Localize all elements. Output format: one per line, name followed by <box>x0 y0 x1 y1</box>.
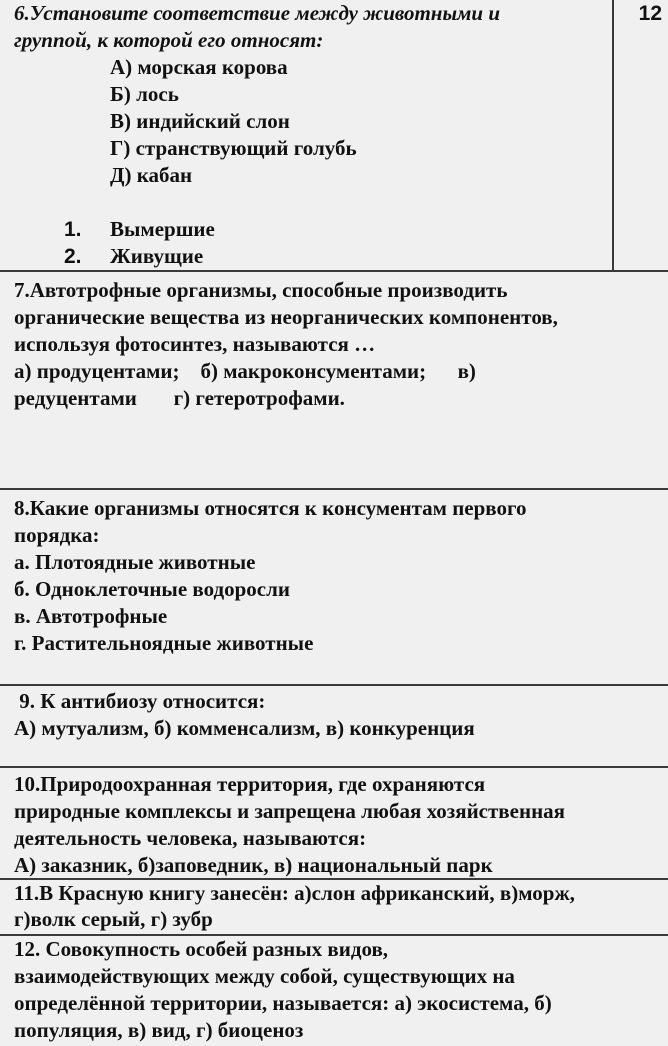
q6-group-label: Вымершие <box>110 217 215 241</box>
q10-line: деятельность человека, называются: <box>14 826 367 850</box>
question-9-block <box>0 684 668 766</box>
q7-line: а) продуцентами; б) макроконсументами; в) <box>14 359 476 383</box>
q7-line: 7.Автотрофные организмы, способные производить <box>14 278 508 302</box>
question-8-block <box>0 488 668 684</box>
question-10-block <box>0 766 668 878</box>
q11-line: 11.В Красную книгу занесён: а)слон африканский, в)морж, <box>14 881 575 905</box>
q12-line: взаимодействующих между собой, существующих на <box>14 964 515 988</box>
q6-animal-item: А) морская корова <box>110 55 288 79</box>
q9-line: А) мутуализм, б) комменсализм, в) конкуренция <box>14 716 475 740</box>
q6-animal-item: Г) странствующий голубь <box>110 136 357 160</box>
q6-group-label: Живущие <box>110 244 204 268</box>
q6-animal-item: Д) кабан <box>110 163 193 187</box>
page-number: 12 <box>638 2 662 25</box>
q9-line: 9. К антибиозу относится: <box>14 689 266 713</box>
column-divider <box>612 0 614 270</box>
q6-animal-item: Б) лось <box>110 82 179 106</box>
question-7-block <box>0 270 668 488</box>
q11-line: г)волк серый, г) зубр <box>14 907 213 931</box>
q12-line: 12. Совокупность особей разных видов, <box>14 937 389 961</box>
q8-option: г. Растительноядные животные <box>14 631 314 655</box>
question-11-block <box>0 878 668 934</box>
q6-title-line: 6.Установите соответствие между животными и <box>14 1 501 25</box>
q6-animal-item: В) индийский слон <box>110 109 290 133</box>
question-12-block <box>0 934 668 1046</box>
q6-title-line: группой, к которой его относят: <box>14 28 324 52</box>
q12-line: определённой территории, называется: а) экосистема, б) <box>14 991 552 1015</box>
q10-line: 10.Природоохранная территория, где охраняются <box>14 772 486 796</box>
q6-group-number: 2. <box>64 245 82 268</box>
question-6-block <box>0 0 668 270</box>
q8-line: порядка: <box>14 523 100 547</box>
q8-line: 8.Какие организмы относятся к консументам первого <box>14 496 527 520</box>
q10-line: природные комплексы и запрещена любая хозяйственная <box>14 799 566 823</box>
q12-line: популяция, в) вид, г) биоценоз <box>14 1018 304 1042</box>
q8-option: б. Одноклеточные водоросли <box>14 577 290 601</box>
q8-option: а. Плотоядные животные <box>14 550 256 574</box>
q7-line: используя фотосинтез, называются … <box>14 332 376 356</box>
q10-line: А) заказник, б)заповедник, в) национальный парк <box>14 853 493 877</box>
q7-line: органические вещества из неорганических компонентов, <box>14 305 558 329</box>
q7-line: редуцентами г) гетеротрофами. <box>14 386 345 410</box>
q6-group-number: 1. <box>64 218 82 241</box>
q8-option: в. Автотрофные <box>14 604 168 628</box>
